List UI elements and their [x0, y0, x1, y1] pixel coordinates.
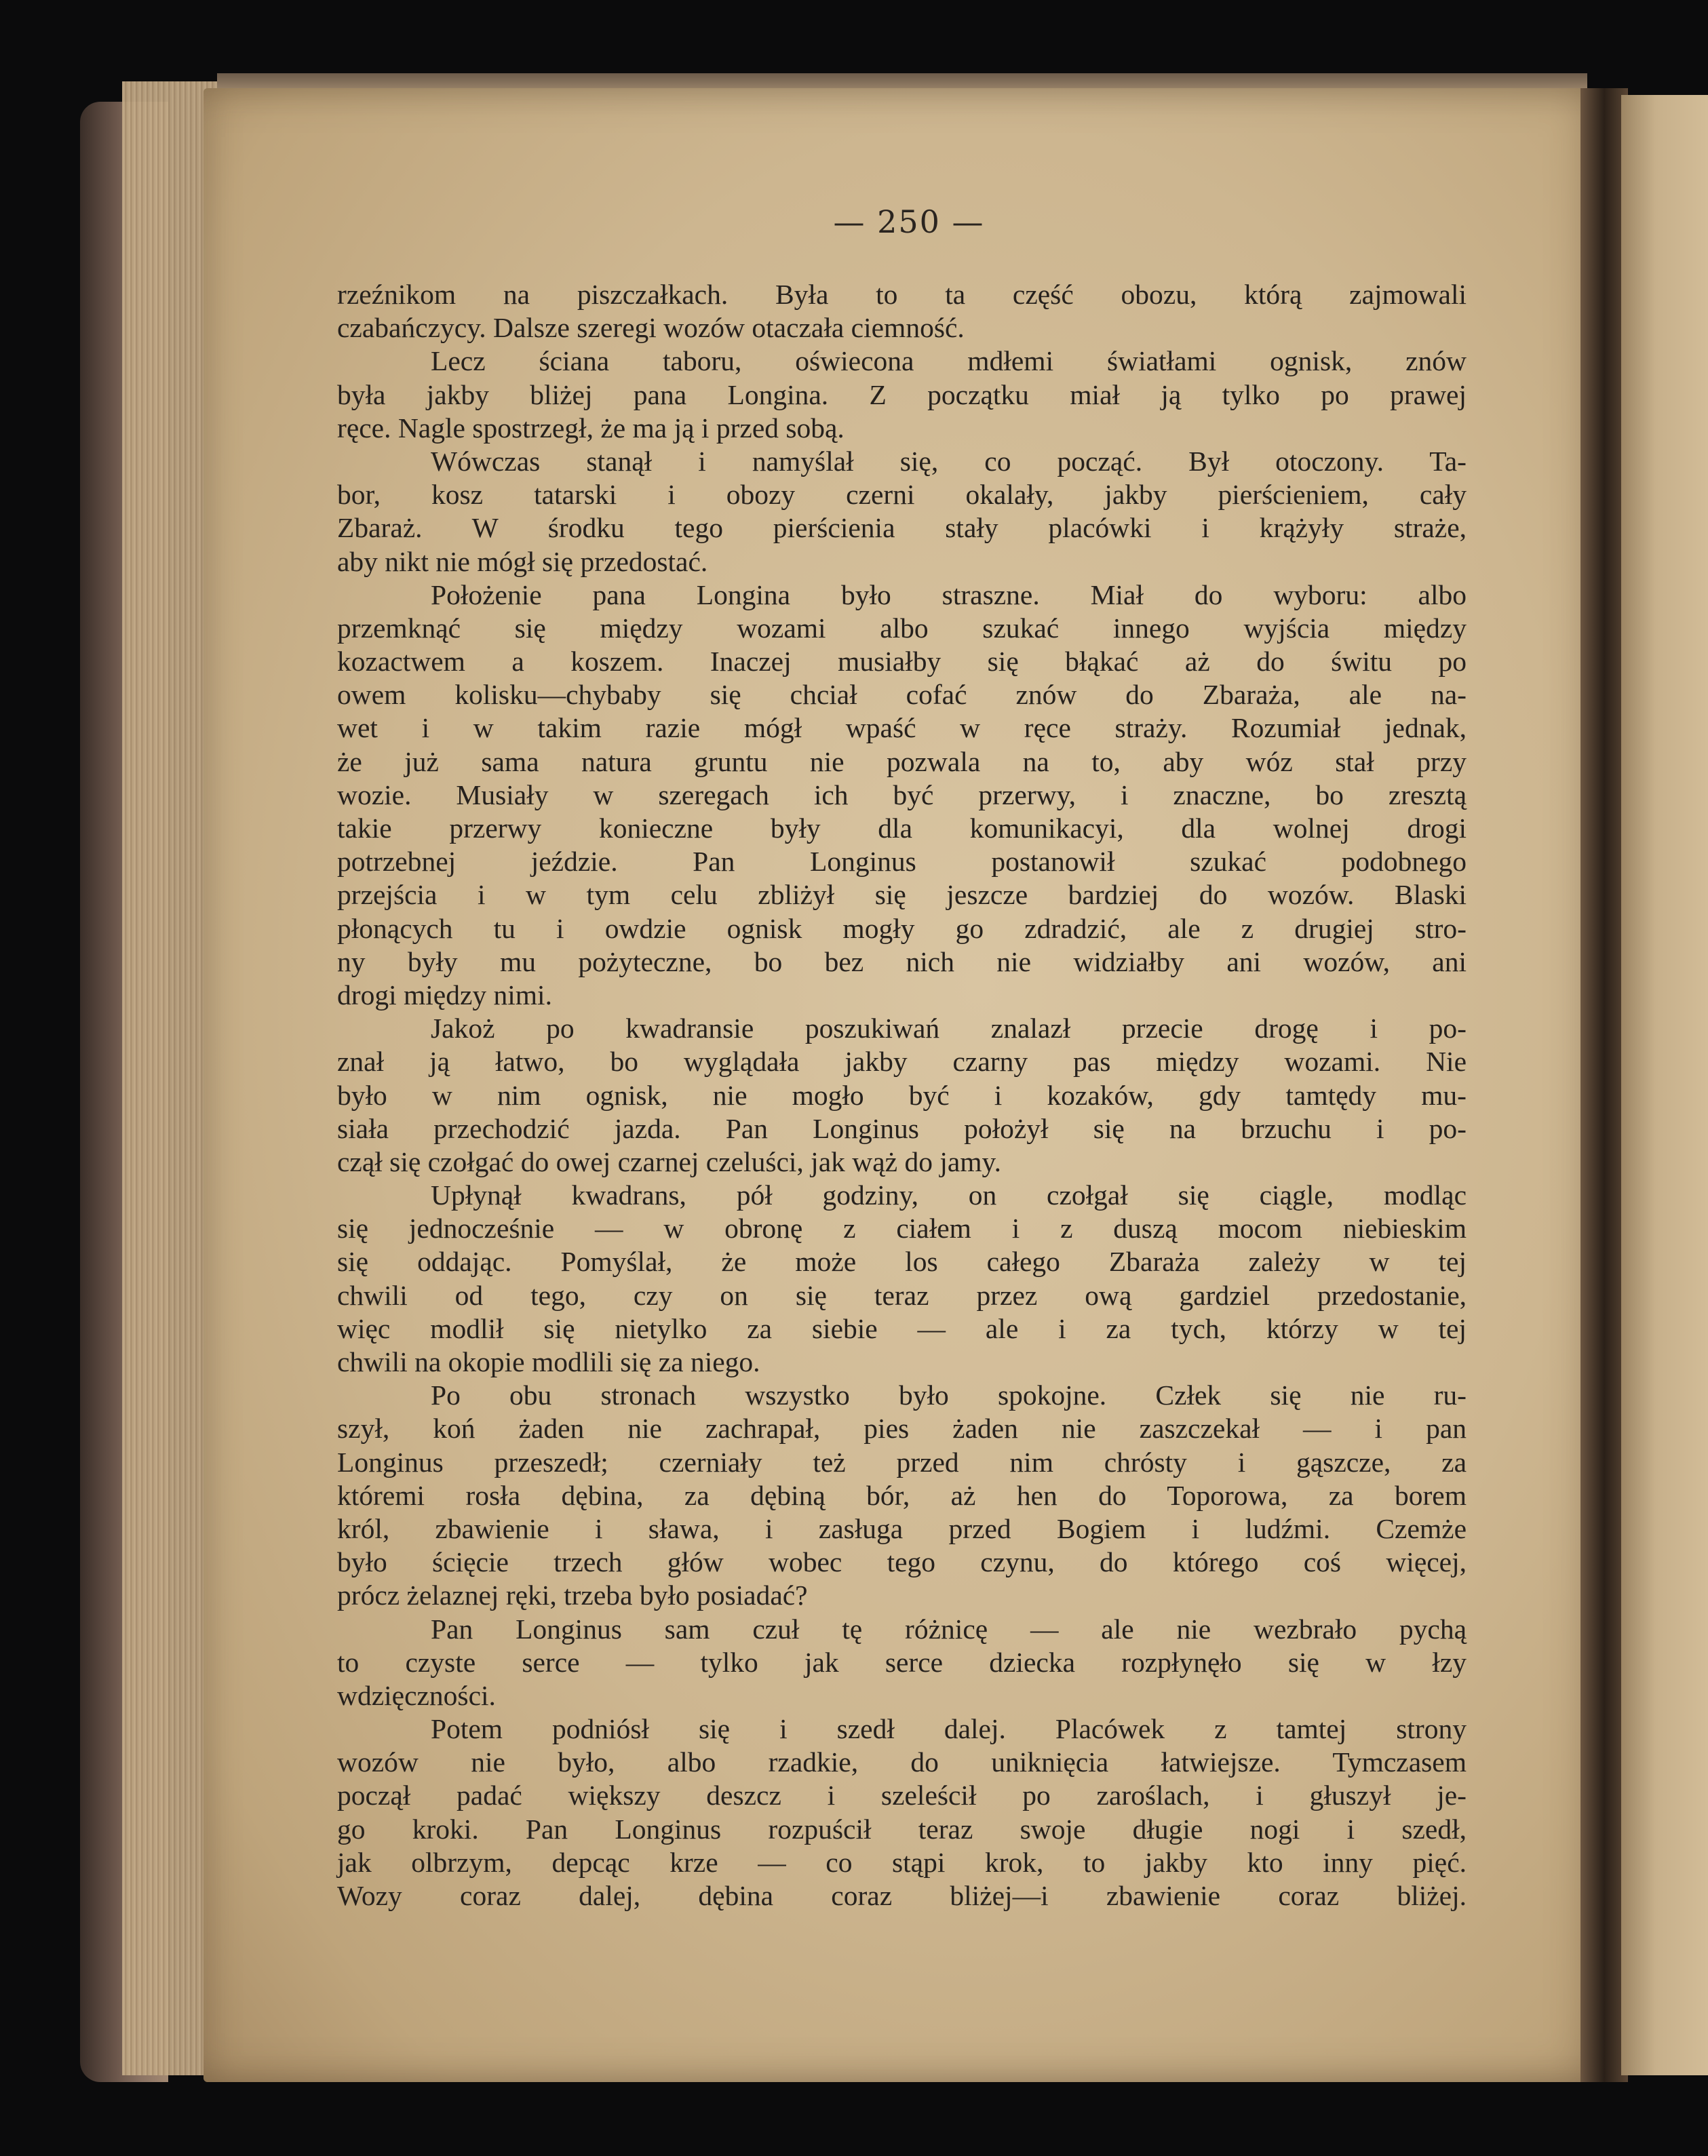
text-line: była jakby bliżej pana Longina. Z początku miał ją tylko po prawej [337, 378, 1467, 410]
text-line: chwili na okopie modlili się za niego. [337, 1346, 760, 1377]
text-line: wozie. Musiały w szeregach ich być przerwy, i znaczne, bo zresztą [337, 779, 1467, 810]
text-line: bor, kosz tatarski i obozy czerni okalały, jakby pierścieniem, cały [337, 479, 1467, 511]
text-line: Potem podniósł się i szedł dalej. Placówek z tamtej strony [431, 1713, 1467, 1745]
text-line: prócz żelaznej ręki, trzeba było posiadać? [337, 1580, 808, 1611]
text-line: że już sama natura gruntu nie pozwala na to, aby wóz stał przy [337, 745, 1467, 777]
text-line: począł padać większy deszcz i szeleścił po zaroślach, i głuszył je- [337, 1780, 1467, 1811]
text-line: się oddając. Pomyślał, że może los całego Zbaraża zależy w tej [337, 1246, 1467, 1278]
text-line: płonących tu i owdzie ognisk mogły go zdradzić, ale z drugiej stro- [337, 912, 1467, 944]
text-line: potrzebnej jeździe. Pan Longinus postanowił szukać podobnego [337, 846, 1467, 878]
text-line: się jednocześnie — w obronę z ciałem i z duszą mocom niebieskim [337, 1213, 1467, 1244]
text-line: czabańczycy. Dalsze szeregi wozów otaczała ciemność. [337, 312, 965, 344]
text-line: wet i w takim razie mógł wpaść w ręce straży. Rozumiał jednak, [337, 712, 1467, 744]
text-line: Położenie pana Longina było straszne. Miał do wyboru: albo [431, 579, 1467, 610]
text-line: więc modlił się nietylko za siebie — ale i za tych, którzy w tej [337, 1312, 1467, 1344]
text-line: ny były mu pożyteczne, bo bez nich nie widziałby ani wozów, ani [337, 945, 1467, 977]
text-line: go kroki. Pan Longinus rozpuścił teraz swoje długie nogi i szedł, [337, 1813, 1467, 1845]
text-line: siała przechodzić jazda. Pan Longinus położył się na brzuchu i po- [337, 1112, 1467, 1144]
text-line: Wozy coraz dalej, dębina coraz bliżej—i zbawienie coraz bliżej. [337, 1880, 1467, 1911]
text-line: Zbaraż. W środku tego pierścienia stały placówki i krążyły straże, [337, 512, 1467, 544]
text-line: rzeźnikom na piszczałkach. Była to ta część obozu, którą zajmowali [337, 279, 1467, 310]
page-text [337, 278, 1467, 1913]
text-line: drogi między nimi. [337, 979, 552, 1011]
text-line: było w nim ognisk, nie mogło być i kozaków, gdy tamtędy mu- [337, 1079, 1467, 1111]
text-line: znał ją łatwo, bo wyglądała jakby czarny pas między wozami. Nie [337, 1046, 1467, 1078]
text-line: któremi rosła dębina, za dębiną bór, aż hen do Toporowa, za borem [337, 1479, 1467, 1511]
text-line: Pan Longinus sam czuł tę różnicę — ale nie wezbrało pychą [431, 1613, 1467, 1645]
text-line: ręce. Nagle spostrzegł, że ma ją i przed sobą. [337, 412, 845, 444]
text-line: było ścięcie trzech głów wobec tego czynu, do którego coś więcej, [337, 1546, 1467, 1578]
text-line: Wówczas stanął i namyślał się, co począć. Był otoczony. Ta- [431, 445, 1467, 477]
text-line: Jakoż po kwadransie poszukiwań znalazł przecie drogę i po- [431, 1013, 1467, 1044]
text-line: wozów nie było, albo rzadkie, do uniknięcia łatwiejsze. Tymczasem [337, 1746, 1467, 1778]
text-line: przemknąć się między wozami albo szukać innego wyjścia między [337, 612, 1467, 644]
text-line: czął się czołgać do owej czarnej czeluści, jak wąż do jamy. [337, 1145, 1001, 1177]
text-line: chwili od tego, czy on się teraz przez ową gardziel przedostanie, [337, 1279, 1467, 1311]
text-line: Longinus przeszedł; czerniały też przed nim chrósty i gąszcze, za [337, 1446, 1467, 1478]
text-line: Lecz ściana taboru, oświecona mdłemi światłami ognisk, znów [431, 345, 1467, 377]
text-line: jak olbrzym, depcąc krze — co stąpi krok, to jakby kto inny pięć. [337, 1846, 1467, 1878]
text-line: Upłynął kwadrans, pół godziny, on czołgał się ciągle, modląc [431, 1179, 1467, 1211]
text-line: kozactwem a koszem. Inaczej musiałby się błąkać aż do świtu po [337, 646, 1467, 678]
text-line: król, zbawienie i sława, i zasługa przed Bogiem i ludźmi. Czemże [337, 1512, 1467, 1544]
page-number: — 250 — [833, 203, 985, 240]
text-line: takie przerwy konieczne były dla komunikacyi, dla wolnej drogi [337, 812, 1467, 844]
text-line: aby nikt nie mógł się przedostać. [337, 545, 708, 577]
text-line: owem kolisku—chybaby się chciał cofać znów do Zbaraża, ale na- [337, 679, 1467, 711]
text-line: wdzięczności. [337, 1679, 496, 1711]
text-line: szył, koń żaden nie zachrapał, pies żaden nie zaszczekał — i pan [337, 1413, 1467, 1445]
text-line: to czyste serce — tylko jak serce dziecka rozpłynęło się w łzy [337, 1646, 1467, 1678]
text-line: Po obu stronach wszystko było spokojne. Człek się nie ru- [431, 1379, 1467, 1411]
text-line: przejścia i w tym celu zbliżył się jeszcze bardziej do wozów. Blaski [337, 879, 1467, 911]
facing-page [1621, 95, 1708, 2075]
